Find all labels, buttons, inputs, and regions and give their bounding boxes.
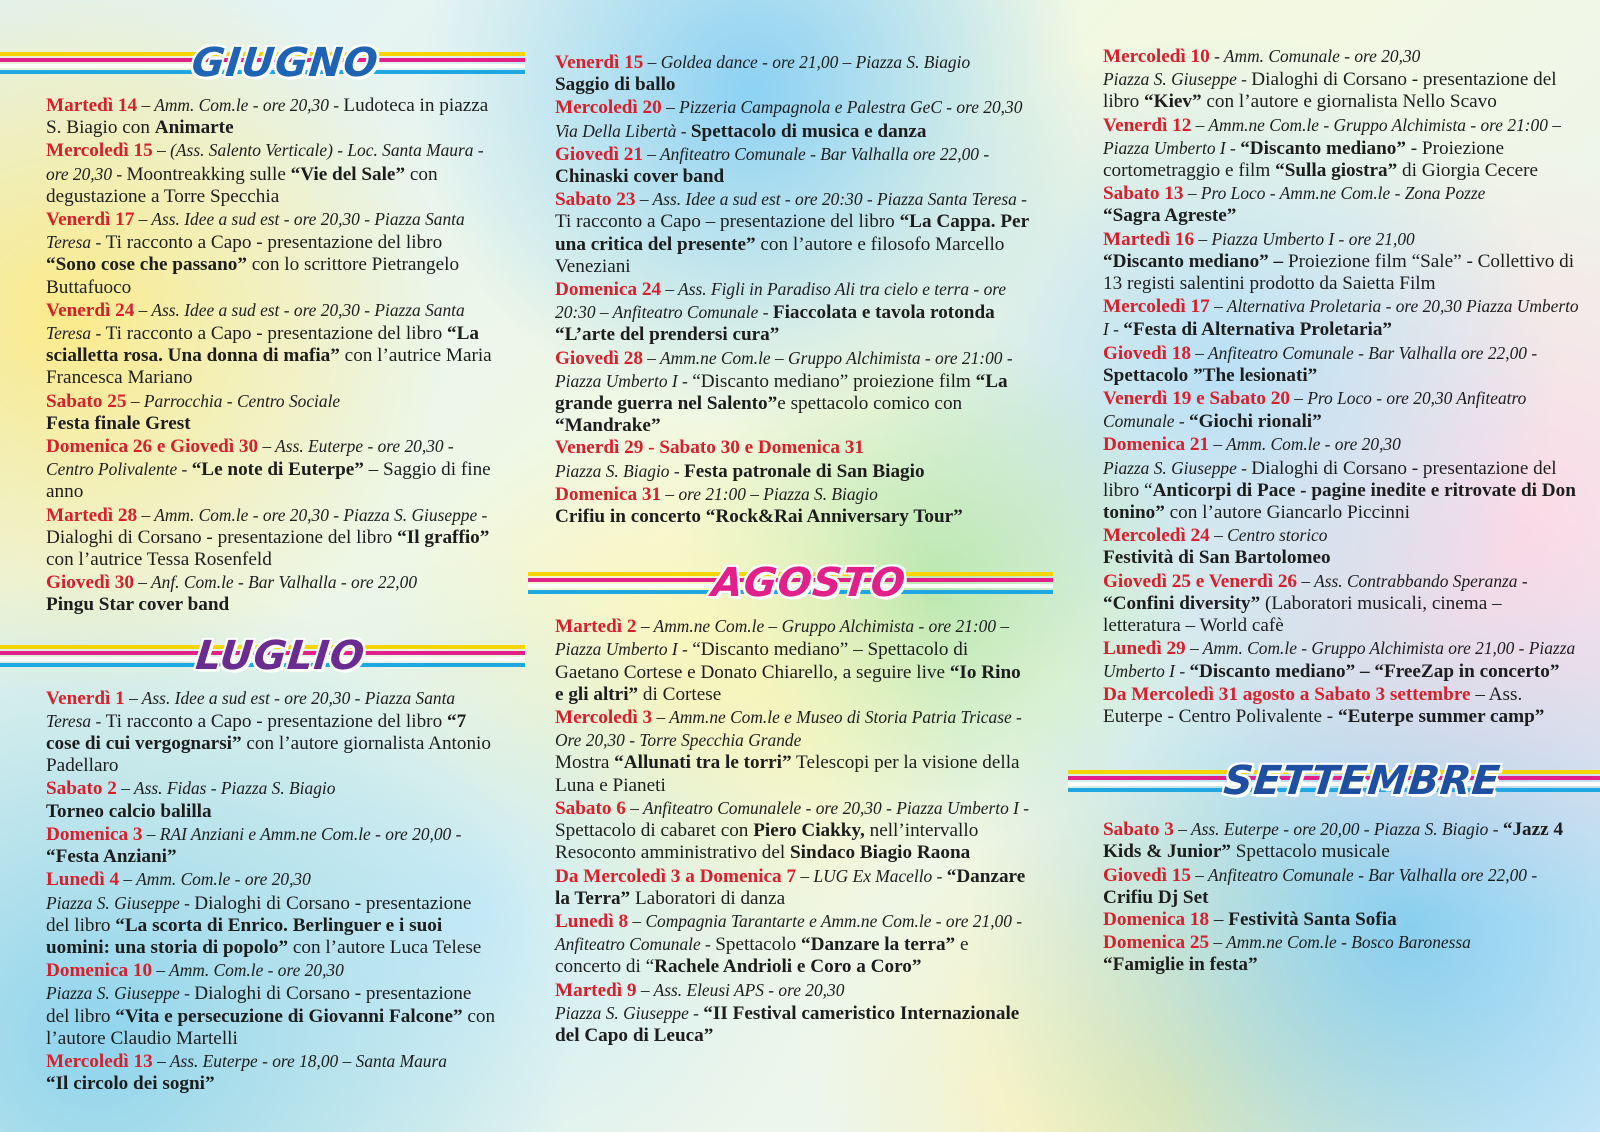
event-text: - Proiezione cortometraggio e film (1103, 137, 1504, 182)
event-highlight: “Danzare la terra” (801, 934, 956, 956)
month-header-giugno (0, 38, 525, 90)
event-highlight: “Kiev” (1144, 91, 1202, 113)
event-date: Da Mercoledì 31 agosto a Sabato 3 settembre (1103, 683, 1471, 705)
event-highlight: Spettacolo ”The lesionati” (1103, 364, 1318, 386)
event-date: Giovedì 25 e Venerdì 26 (1103, 570, 1298, 592)
event-meta: – Anfiteatro Comunalele - ore 20,30 - Piazza Umberto I - (625, 797, 1030, 818)
event-highlight: Pingu Star cover band (46, 594, 230, 616)
month-header-luglio (0, 631, 525, 683)
event-meta: – Amm. Com.le - ore 20,30 (119, 869, 311, 890)
event-text: e spettacolo comico con (777, 393, 963, 415)
event-item (46, 94, 497, 139)
event-highlight: “Euterpe summer camp” (1337, 705, 1545, 727)
event-date: Giovedì 18 (1103, 342, 1191, 364)
event-item (46, 435, 497, 504)
event-text: con l’autore giornalista Antonio Padellaro (46, 733, 491, 777)
event-date: Sabato 2 (46, 778, 117, 800)
month-header-settembre (1068, 756, 1600, 808)
column-3 (1068, 0, 1600, 977)
event-highlight: Rachele Andrioli e Coro a Coro” (654, 956, 922, 978)
event-date: Mercoledì 17 (1103, 296, 1210, 318)
month-title-giugno: GIUGNO (189, 40, 381, 86)
event-meta: – Anfiteatro Comunale - Bar Valhalla ore 22,00 - (1190, 342, 1538, 363)
event-item (1103, 114, 1582, 183)
event-item (1103, 228, 1582, 296)
event-meta: – (Ass. Salento Verticale) - Loc. Santa Maura - ore 20,30 - (46, 140, 484, 184)
event-highlight: “La grande guerra nel Salento” (555, 370, 1008, 415)
event-date: Martedì 28 (46, 504, 138, 526)
event-list-agosto-continued (1103, 45, 1582, 728)
event-item (555, 51, 1033, 96)
event-meta: Piazza S. Giuseppe - (1103, 457, 1252, 478)
event-meta: – Anfiteatro Comunale - Bar Valhalla ore 22,00 - (642, 143, 990, 164)
event-highlight: Spettacolo di musica e danza (690, 120, 927, 142)
event-highlight: Festa patronale di San Biagio (683, 460, 925, 482)
event-item (46, 139, 497, 208)
event-text: Ti racconto a Capo - presentazione del libro (105, 232, 443, 254)
event-meta: – Ass. Euterpe - ore 20,00 - Piazza S. Biagio - (1173, 819, 1503, 840)
event-date: Venerdì 1 (46, 687, 125, 709)
event-text: con l’autrice Maria Francesca Mariano (46, 345, 492, 389)
event-item (1103, 295, 1582, 341)
event-text: Spettacolo di cabaret con (555, 820, 754, 842)
event-meta: – Goldea dance - ore 21,00 – Piazza S. Biagio (643, 52, 971, 72)
event-text: di Giorgia Cecere (1397, 160, 1539, 182)
event-meta: – Ass. Figli in Paradiso Ali tra cielo e terra - ore 20:30 – Anfiteatro Comunale - (555, 279, 1007, 323)
event-date: Mercoledì 24 (1103, 525, 1210, 547)
event-highlight: “Discanto mediano” (1240, 137, 1406, 159)
event-meta: – Ass. Euterpe - ore 18,00 – Santa Maura (152, 1050, 447, 1071)
event-date: Sabato 23 (555, 189, 636, 211)
event-item (1103, 387, 1582, 433)
event-highlight: “Jazz 4 Kids & Junior” (1103, 819, 1564, 863)
event-meta: Piazza S. Giuseppe - (46, 892, 195, 913)
event-date: Domenica 18 (1103, 908, 1210, 930)
event-item (555, 347, 1033, 438)
event-item (46, 959, 497, 1050)
event-meta: – Amm.ne Com.le – Gruppo Alchimista - ore 21:00 – Piazza Umberto I - (555, 616, 1010, 660)
event-item (555, 278, 1033, 347)
month-title-luglio: LUGLIO (193, 632, 368, 679)
event-item (555, 143, 1033, 188)
event-date: Martedì 2 (555, 616, 637, 638)
event-item (555, 865, 1033, 910)
event-date: Mercoledì 10 (1103, 46, 1210, 67)
event-item (46, 390, 497, 435)
event-meta: – Ass. Euterpe - ore 20,30 - Centro Polivalente - (46, 436, 454, 480)
event-item (1103, 45, 1582, 114)
event-text: con l’autore e giornalista Nello Scavo (1201, 91, 1497, 113)
event-item (555, 437, 1033, 482)
event-highlight: Anticorpi di Pace - pagine inedite e ritrovate di Don tonino” (1103, 479, 1576, 524)
event-text: Spettacolo (715, 934, 801, 956)
event-text: con l’autore Claudio Martelli (46, 1005, 496, 1049)
event-highlight: “Danzare la Terra” (555, 865, 1026, 909)
event-highlight: “7 cose di cui vergognarsi” (46, 710, 467, 755)
column-2 (528, 0, 1053, 1047)
event-item (555, 979, 1033, 1048)
event-item (555, 188, 1033, 278)
event-text: – Saggio di fine anno (46, 459, 491, 503)
event-highlight: “Sono cose che passano” (46, 254, 247, 276)
event-item (46, 777, 497, 822)
event-highlight: “Vie del Sale” (290, 163, 406, 185)
event-text: (Laboratori musicali, cinema – letteratura – World cafè (1103, 592, 1502, 637)
event-item (555, 706, 1033, 797)
event-text: Laboratori di danza (630, 887, 786, 909)
event-highlight: “Vita e persecuzione di Giovanni Falcone” (115, 1005, 463, 1027)
event-date: Martedì 16 (1103, 228, 1195, 250)
event-highlight: Saggio di ballo (555, 74, 676, 96)
event-date: Giovedì 28 (555, 347, 643, 369)
event-meta: – Pro Loco - Amm.ne Com.le - Zona Pozze (1183, 183, 1486, 204)
event-text: Ti racconto a Capo - presentazione del libro (105, 710, 447, 732)
event-text: Proiezione film “Sale” - Collettivo di 13 registi salentini prodotto da Saietta Film (1103, 250, 1575, 295)
event-list-giugno (46, 94, 497, 617)
event-highlight: “La Cappa. Per una critica del presente” (555, 211, 1029, 255)
event-date: Mercoledì 3 (555, 707, 653, 729)
month-title-settembre: SETTEMBRE (1221, 758, 1503, 805)
event-highlight: “La scialletta rosa. Una donna di mafia” (46, 323, 479, 367)
event-highlight: “Confini diversity” (1103, 592, 1261, 614)
event-date: Domenica 31 (555, 483, 662, 505)
event-highlight: Festività Santa Sofia (1228, 908, 1397, 930)
event-date: Lunedì 29 (1103, 638, 1186, 660)
event-item (1103, 864, 1582, 909)
event-highlight: “Le note di Euterpe” (191, 459, 364, 481)
event-date: Martedì 14 (46, 95, 138, 116)
event-item (1103, 524, 1582, 569)
event-meta: – Ass. Contrabbando Speranza - (1297, 570, 1528, 591)
event-text: nell’intervallo Resoconto amministrativo del (555, 820, 979, 864)
event-meta: – Amm. Com.le - ore 20,30 - Piazza S. Giuseppe - (137, 504, 488, 525)
event-item (46, 1050, 497, 1095)
event-item (1103, 818, 1582, 863)
event-date: Mercoledì 15 (46, 140, 153, 162)
event-date: Giovedì 21 (555, 143, 643, 165)
event-highlight: “Sulla giostra” (1275, 160, 1398, 182)
event-item (46, 299, 497, 390)
event-highlight: Chinaski cover band (555, 166, 725, 188)
event-item (555, 797, 1033, 865)
event-highlight: Torneo calcio balilla (46, 800, 212, 822)
event-list-agosto (555, 615, 1033, 1047)
event-text: Ti racconto a Capo – presentazione del libro (555, 211, 900, 233)
event-meta: – Parrocchia - Centro Sociale (126, 390, 341, 411)
event-meta: – Ass. Idee a sud est - ore 20,30 - Piazza Santa Teresa - (46, 299, 465, 344)
event-meta: – Ass. Idee a sud est - ore 20:30 - Piazza Santa Teresa - (635, 189, 1027, 210)
event-date: Sabato 13 (1103, 183, 1184, 205)
event-meta: – Pizzeria Campagnola e Palestra GeC - ore 20,30 Via Della Libertà - (555, 97, 1023, 141)
event-text: con l’autore Luca Telese (288, 936, 482, 958)
event-highlight: Crifiu in concerto “Rock&Rai Anniversary Tour” (555, 506, 963, 528)
event-text: Moontreakking sulle (126, 163, 291, 185)
event-meta: – LUG Ex Macello - (796, 865, 947, 886)
event-meta: Piazza S. Giuseppe - (1103, 69, 1252, 90)
event-highlight: Crifiu Dj Set (1103, 886, 1209, 908)
event-text: Dialoghi di Corsano - presentazione del libro (46, 892, 472, 936)
event-meta: – Alternativa Proletaria - ore 20,30 Piazza Umberto I - (1103, 296, 1579, 340)
month-title-agosto: AGOSTO (709, 560, 909, 607)
event-date: Giovedì 15 (1103, 864, 1191, 886)
event-item (1103, 909, 1582, 931)
event-item (46, 504, 497, 572)
event-meta: – Anf. Com.le - Bar Valhalla - ore 22,00 (133, 572, 418, 593)
event-highlight: “Il graffio” (397, 526, 490, 548)
event-meta: – Pro Loco - ore 20,30 Anfiteatro Comunale - (1103, 388, 1527, 432)
event-highlight: “Sagra Agreste” (1103, 205, 1237, 227)
event-date: Mercoledì 20 (555, 97, 662, 119)
event-date: Sabato 3 (1103, 819, 1174, 841)
event-meta: – Amm.ne Com.le - Gruppo Alchimista - ore 21:00 – Piazza Umberto I - (1103, 114, 1561, 158)
event-meta: – RAI Anziani e Amm.ne Com.le - ore 20,00 - (142, 823, 462, 844)
event-highlight: Festività di San Bartolomeo (1103, 547, 1331, 569)
event-date: Venerdì 15 (555, 52, 644, 73)
event-meta: – Compagnia Tarantarte e Amm.ne Com.le - ore 21,00 - Anfiteatro Comunale - (555, 910, 1023, 955)
event-highlight: “Discanto mediano” – “FreeZap in concerto” (1189, 661, 1560, 683)
event-highlight: Animarte (154, 117, 234, 139)
event-item (555, 483, 1033, 528)
event-item (46, 571, 497, 616)
event-item (46, 687, 497, 778)
event-date: Da Mercoledì 3 a Domenica 7 (555, 865, 797, 887)
event-list-luglio (46, 687, 497, 1096)
event-meta: – Ass. Idee a sud est - ore 20,30 - Piazza Santa Teresa - (46, 209, 465, 253)
event-meta: – Ass. Eleusi APS - ore 20,30 (636, 979, 845, 1000)
event-text: Dialoghi di Corsano - presentazione del libro “ (1103, 457, 1557, 501)
event-item (555, 910, 1033, 979)
event-list-settembre (1103, 818, 1582, 976)
event-meta: – Piazza Umberto I - ore 21,00 (1194, 228, 1415, 249)
event-meta: – Ass. Fidas - Piazza S. Biagio (116, 778, 336, 799)
event-date: Lunedì 4 (46, 869, 120, 891)
event-meta: – Amm.ne Com.le e Museo di Storia Patria Tricase - Ore 20,30 - Torre Specchia Grande (555, 707, 1022, 751)
event-item (1103, 570, 1582, 638)
event-item (46, 823, 497, 868)
event-text: di Cortese (638, 683, 722, 705)
column-1 (0, 0, 525, 1095)
event-item (1103, 684, 1582, 728)
event-text: con l’autrice Tessa Rosenfeld (46, 549, 272, 571)
event-date: Venerdì 17 (46, 209, 135, 231)
event-text: – Ass. Euterpe - Centro Polivalente - (1103, 683, 1523, 727)
event-text: – (1209, 908, 1229, 930)
event-date: Domenica 24 (555, 279, 662, 301)
event-text: con l’autore Giancarlo Piccinni (1164, 502, 1410, 524)
event-meta: – Amm. Com.le - ore 20,30 - (137, 95, 344, 115)
event-date: Domenica 25 (1103, 932, 1210, 954)
event-meta: - Amm. Comunale - ore 20,30 (1209, 46, 1421, 66)
event-date: Domenica 3 (46, 823, 143, 845)
event-text: Ludoteca in piazza S. Biagio con (46, 95, 489, 139)
event-item (1103, 342, 1582, 387)
event-highlight: Sindaco Biagio Raona (790, 842, 971, 864)
event-date: Domenica 21 (1103, 434, 1210, 456)
event-meta: Piazza S. Biagio - (555, 460, 684, 481)
event-item (1103, 182, 1582, 227)
event-highlight: Festa finale Grest (46, 412, 191, 434)
event-meta: – Amm. Com.le - ore 20,30 (1209, 434, 1401, 455)
event-text: Dialoghi di Corsano - presentazione del libro (46, 983, 472, 1027)
event-meta: – Anfiteatro Comunale - Bar Valhalla ore 22,00 - (1190, 864, 1538, 885)
event-text: e concerto di “ (555, 934, 969, 978)
event-text: Mostra (555, 752, 615, 774)
event-item (1103, 931, 1582, 976)
event-text: con lo scrittore Pietrangelo Buttafuoco (46, 254, 460, 298)
event-highlight: “La scorta di Enrico. Berlinguer e i suoi uomini: una storia di popolo” (46, 914, 443, 958)
event-highlight: “Mandrake” (555, 415, 661, 437)
event-meta: – Amm.ne Com.le – Gruppo Alchimista - ore 21:00 - Piazza Umberto I - (555, 347, 1013, 391)
event-meta: – Amm. Com.le - ore 20,30 (152, 960, 344, 981)
event-item (1103, 637, 1582, 683)
event-date: Sabato 25 (46, 390, 127, 412)
event-highlight: “Io Rino e gli altri” (555, 661, 1021, 705)
event-date: Venerdì 19 e Sabato 20 (1103, 388, 1290, 410)
event-date: Sabato 6 (555, 797, 626, 819)
event-text: Dialoghi di Corsano - presentazione del libro (1103, 69, 1557, 113)
event-date: Lunedì 8 (555, 910, 629, 932)
event-list-luglio-continued (555, 51, 1033, 528)
event-text: con degustazione a Torre Specchia (46, 163, 438, 207)
event-date: Venerdì 24 (46, 299, 135, 321)
event-text: Ti racconto a Capo - presentazione del libro (105, 323, 447, 345)
event-item (555, 615, 1033, 706)
event-text: con l’autore e filosofo Marcello Veneziani (555, 233, 1005, 277)
event-text: “Discanto mediano” – Spettacolo di Gaetano Cortese e Donato Chiarello, a seguire live (555, 639, 969, 683)
event-meta: – Centro storico (1209, 525, 1328, 546)
event-date: Venerdì 12 (1103, 114, 1192, 136)
event-item (46, 208, 497, 299)
event-date: Domenica 10 (46, 960, 153, 982)
event-text: Dialoghi di Corsano - presentazione del libro (46, 526, 398, 548)
event-highlight: “Allunati tra le torri” (614, 752, 792, 774)
event-highlight: “Il circolo dei sogni” (46, 1073, 215, 1095)
event-highlight: “Discanto mediano” – (1103, 250, 1284, 272)
event-date: Domenica 26 e Giovedì 30 (46, 436, 259, 458)
event-highlight: “II Festival cameristico Internazionale del Capo di Leuca” (555, 1002, 1020, 1046)
event-meta: – Ass. Idee a sud est - ore 20,30 - Piazza Santa Teresa - (46, 687, 456, 731)
event-item (46, 868, 497, 959)
event-meta: – Amm.ne Com.le - Bosco Baronessa (1209, 932, 1471, 953)
event-item (1103, 433, 1582, 524)
event-highlight: “Festa Anziani” (46, 846, 177, 868)
event-text: “Discanto mediano” proiezione film (692, 370, 976, 392)
event-text: Spettacolo musicale (1230, 841, 1390, 863)
event-highlight: “Famiglie in festa” (1103, 954, 1258, 976)
event-highlight: “Festa di Alternativa Proletaria” (1123, 319, 1393, 341)
event-meta: – ore 21:00 – Piazza S. Biagio (661, 483, 878, 504)
event-date: Venerdì 29 - Sabato 30 e Domenica 31 (555, 437, 864, 459)
month-header-agosto (528, 558, 1053, 610)
event-item (555, 96, 1033, 142)
event-meta: – Amm. Com.le - Gruppo Alchimista ore 21,00 - Piazza Umberto I - (1103, 638, 1576, 682)
event-date: Martedì 9 (555, 979, 637, 1001)
event-highlight: “Giochi rionali” (1188, 411, 1322, 433)
event-meta: Piazza S. Giuseppe - (555, 1002, 704, 1023)
event-meta: Piazza S. Giuseppe - (46, 983, 195, 1004)
event-text: Telescopi per la visione della Luna e Pianeti (555, 752, 1020, 796)
event-highlight: Piero Ciakky, (753, 820, 865, 842)
event-date: Mercoledì 13 (46, 1050, 153, 1072)
event-date: Giovedì 30 (46, 572, 134, 594)
event-highlight: Fiaccolata e tavola rotonda “L’arte del prendersi cura” (555, 302, 995, 346)
